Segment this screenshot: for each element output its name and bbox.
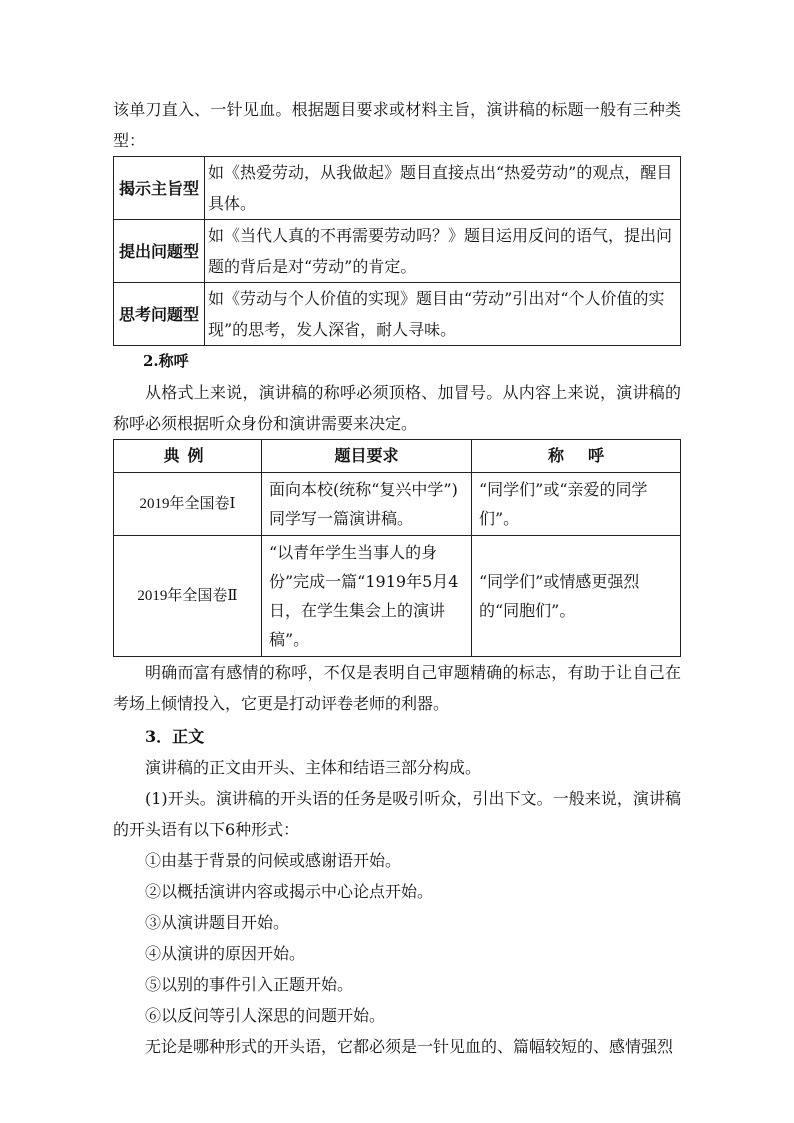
section-3-intro: 演讲稿的正文由开头、主体和结语三部分构成。	[145, 758, 482, 777]
example-cell: 2019年全国卷Ⅱ	[114, 536, 262, 657]
opening-form-item: ⑥以反问等引人深思的问题开始。	[145, 1006, 386, 1025]
table-row	[114, 536, 681, 657]
table-row	[114, 220, 681, 283]
table-row	[114, 157, 681, 220]
opening-form-item: ③从演讲题目开始。	[145, 913, 290, 932]
title-type-cell: 提出问题型	[114, 220, 205, 283]
section-2-paragraph: 从格式上来说，演讲稿的称呼必须顶格、加冒号。从内容上来说，演讲稿的称呼必须根据听众身份和演讲需要来决定。	[113, 383, 681, 433]
address-cell: “同学们”或情感更强烈的“同胞们”。	[472, 536, 681, 657]
section-2-heading: 2.称呼	[143, 352, 189, 370]
section-3-heading: 3．正文	[145, 727, 205, 746]
header-requirement: 题目要求	[262, 440, 472, 473]
opening-form-item: ②以概括演讲内容或揭示中心论点开始。	[145, 882, 434, 901]
table-row	[114, 473, 681, 536]
opening-form-item: ⑤以别的事件引入正题开始。	[145, 975, 354, 994]
title-type-description: 如《当代人真的不再需要劳动吗？》题目运用反问的语气，提出问题的背后是对“劳动”的肯定。	[205, 220, 681, 283]
title-type-description: 如《劳动与个人价值的实现》题目由“劳动”引出对“个人价值的实现”的思考，发人深省，耐人寻味。	[205, 283, 681, 346]
title-type-description: 如《热爱劳动，从我做起》题目直接点出“热爱劳动”的观点，醒目具体。	[205, 157, 681, 220]
address-cell: “同学们”或“亲爱的同学们”。	[472, 473, 681, 536]
opening-paragraph: (1)开头。演讲稿的开头语的任务是吸引听众，引出下文。一般来说，演讲稿的开头语有以下6种形式：	[113, 789, 681, 839]
after-table-paragraph: 明确而富有感情的称呼，不仅是表明自己审题精确的标志，有助于让自己在考场上倾情投入，它更是打动评卷老师的利器。	[113, 663, 681, 713]
address-table	[113, 439, 681, 657]
closing-paragraph: 无论是哪种形式的开头语，它都必须是一针见血的、篇幅较短的、感情强烈	[145, 1037, 674, 1056]
title-type-cell: 揭示主旨型	[114, 157, 205, 220]
header-example: 典例	[114, 440, 262, 473]
title-type-cell: 思考问题型	[114, 283, 205, 346]
requirement-cell: “以青年学生当事人的身份”完成一篇“1919年5月4日，在学生集会上的演讲稿”。	[262, 536, 472, 657]
table-header-row	[114, 440, 681, 473]
opening-form-item: ①由基于背景的问候或感谢语开始。	[145, 851, 402, 870]
document-body	[113, 94, 681, 1062]
table-row	[114, 283, 681, 346]
example-cell: 2019年全国卷Ⅰ	[114, 473, 262, 536]
requirement-cell: 面向本校(统称“复兴中学”)同学写一篇演讲稿。	[262, 473, 472, 536]
intro-paragraph: 该单刀直入、一针见血。根据题目要求或材料主旨，演讲稿的标题一般有三种类型：	[113, 100, 681, 150]
title-types-table	[113, 156, 681, 346]
header-address: 称呼	[472, 440, 681, 473]
opening-form-item: ④从演讲的原因开始。	[145, 944, 306, 963]
